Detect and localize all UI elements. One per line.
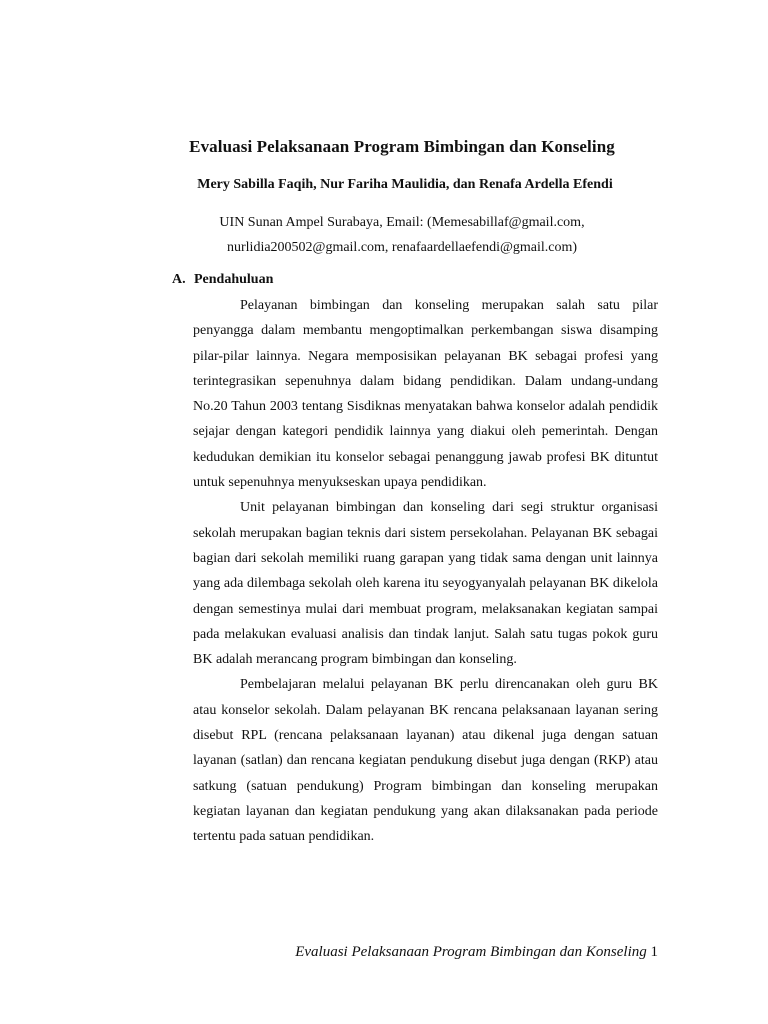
section-number: A. xyxy=(172,272,186,287)
section-heading xyxy=(172,272,273,288)
affiliation-line: nurlidia200502@gmail.com, renafaardellaefendi@gmail.com) xyxy=(227,240,577,255)
section-title: Pendahuluan xyxy=(194,272,274,287)
body-text xyxy=(193,293,658,850)
page-number: 1 xyxy=(650,944,658,960)
document-title: Evaluasi Pelaksanaan Program Bimbingan dan Konseling xyxy=(189,137,615,156)
page-footer xyxy=(295,944,658,961)
paragraph: Pelayanan bimbingan dan konseling merupakan salah satu pilar penyangga dalam membantu mengoptimalkan perkembangan siswa disamping pilar-pilar lainnya. Negara memposisikan pelayanan BK sebagai profesi yang terintegrasikan sepenuhnya dalam bidang pendidikan. Dalam undang-undang No.20 Tahun 2003 tentang Sisdiknas menyatakan bahwa konselor adalah pendidik sejajar dengan kategori pendidik lainnya yang diakui oleh pemerintah. Dengan kedudukan demikian itu konselor sebagai penanggung jawab profesi BK dituntut untuk sepenuhnya menyukseskan upaya pendidikan. xyxy=(193,298,658,491)
author-list: Mery Sabilla Faqih, Nur Fariha Maulidia, dan Renafa Ardella Efendi xyxy=(197,177,613,192)
paragraph: Unit pelayanan bimbingan dan konseling dari segi struktur organisasi sekolah merupakan bagian teknis dari sistem persekolahan. Pelayanan BK sebagai bagian dari sekolah memiliki ruang garapan yang tidak sama dengan unit lainnya yang ada dilembaga sekolah oleh karena itu seyogyanyalah pelayanan BK dikelola dengan semestinya mulai dari membuat program, melaksanakan kegiatan sampai pada melakukan evaluasi analisis dan tindak lanjut. Salah satu tugas pokok guru BK adalah merancang program bimbingan dan konseling. xyxy=(193,500,658,668)
running-title: Evaluasi Pelaksanaan Program Bimbingan dan Konseling xyxy=(295,944,647,960)
paragraph: Pembelajaran melalui pelayanan BK perlu direncanakan oleh guru BK atau konselor sekolah. Dalam pelayanan BK rencana pelaksanaan layanan sering disebut RPL (rencana pelaksanaan layanan) atau dikenal juga dengan satuan layanan (satlan) dan rencana kegiatan pendukung disebut juga dengan (RKP) atau satkung (satuan pendukung) Program bimbingan dan konseling merupakan kegiatan layanan dan kegiatan pendukung yang akan dilaksanakan pada periode tertentu pada satuan pendidikan. xyxy=(193,677,658,845)
affiliation-block xyxy=(0,210,768,260)
affiliation-line: UIN Sunan Ampel Surabaya, Email: (Memesabillaf@gmail.com, xyxy=(219,215,585,230)
